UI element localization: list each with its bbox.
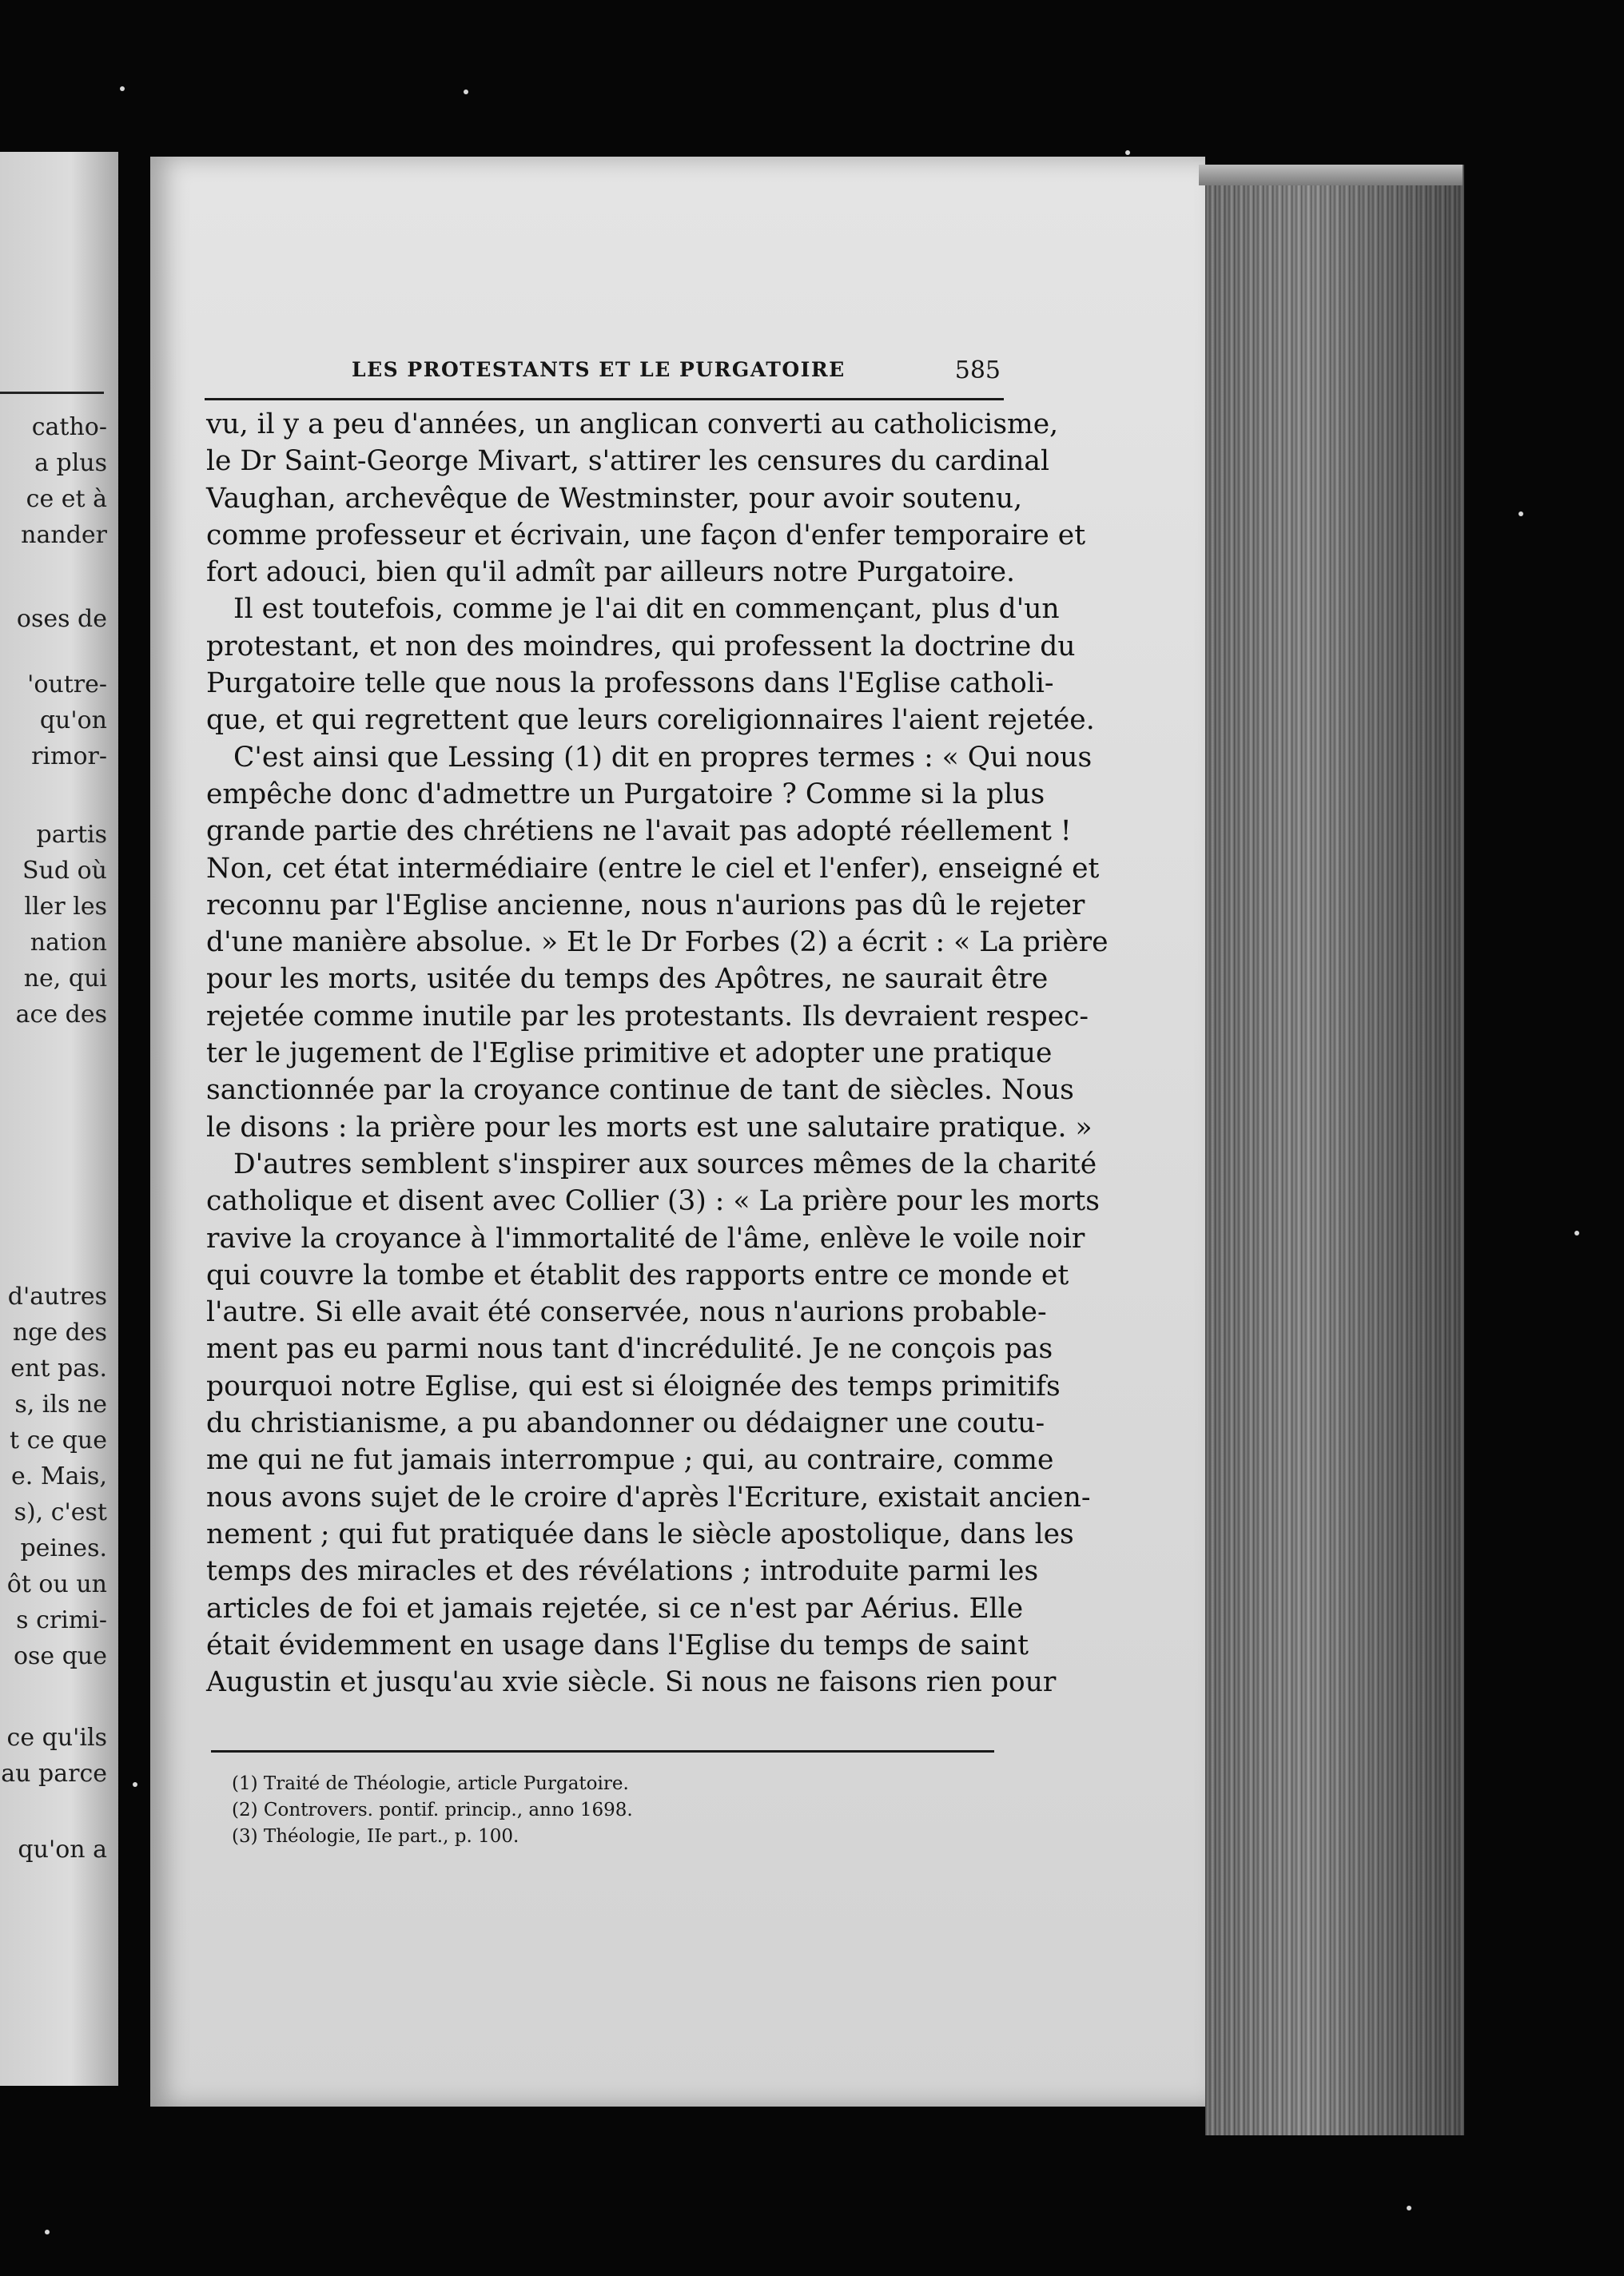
text-line: Augustin et jusqu'au xvie siècle. Si nous ne faisons rien pour bbox=[206, 1666, 1057, 1699]
text-line: grande partie des chrétiens ne l'avait pas adopté réellement ! bbox=[206, 815, 1072, 848]
left-page-text-line: ose que bbox=[13, 1642, 107, 1670]
left-page-text-line: 'outre- bbox=[27, 670, 107, 698]
left-page-text-line: peines. bbox=[20, 1534, 107, 1562]
left-page-text-line: partis bbox=[36, 821, 107, 849]
page-block-shade bbox=[1205, 165, 1464, 2135]
text-line: sanctionnée par la croyance continue de tant de siècles. Nous bbox=[206, 1074, 1074, 1107]
text-line: articles de foi et jamais rejetée, si ce n'est par Aérius. Elle bbox=[206, 1592, 1024, 1625]
text-line: Vaughan, archevêque de Westminster, pour avoir soutenu, bbox=[206, 482, 1023, 515]
left-page-text-line: ce qu'ils bbox=[6, 1724, 107, 1752]
left-page-text-line: qu'on bbox=[39, 706, 107, 734]
text-line: C'est ainsi que Lessing (1) dit en propres termes : « Qui nous bbox=[233, 741, 1093, 774]
text-line: pour les morts, usitée du temps des Apôtres, ne saurait être bbox=[206, 963, 1049, 996]
left-page-text-line: e. Mais, bbox=[11, 1462, 107, 1490]
dust-speck bbox=[45, 2230, 50, 2234]
text-line: du christianisme, a pu abandonner ou dédaigner une coutu- bbox=[206, 1407, 1045, 1440]
left-page-text-line: a plus bbox=[34, 449, 107, 477]
text-line: protestant, et non des moindres, qui professent la doctrine du bbox=[206, 630, 1076, 663]
left-page-text-line: Sud où bbox=[22, 857, 107, 885]
text-line: que, et qui regrettent que leurs coreligionnaires l'aient rejetée. bbox=[206, 704, 1095, 737]
text-line: reconnu par l'Eglise ancienne, nous n'aurions pas dû le rejeter bbox=[206, 889, 1085, 921]
text-line: me qui ne fut jamais interrompue ; qui, au contraire, comme bbox=[206, 1444, 1054, 1477]
footnotes bbox=[232, 1771, 951, 1850]
page-number: 585 bbox=[954, 356, 1001, 384]
text-line: l'autre. Si elle avait été conservée, nous n'aurions probable- bbox=[206, 1296, 1047, 1329]
text-line: empêche donc d'admettre un Purgatoire ? Comme si la plus bbox=[206, 778, 1045, 810]
left-page-text-line: ent pas. bbox=[10, 1355, 107, 1383]
dust-speck bbox=[1125, 150, 1130, 155]
left-page-text-line: ne, qui bbox=[23, 965, 107, 993]
text-line: nement ; qui fut pratiquée dans le siècle apostolique, dans les bbox=[206, 1518, 1074, 1550]
dust-speck bbox=[133, 1782, 137, 1787]
left-page-text-line: t ce que bbox=[10, 1426, 107, 1454]
body-text bbox=[206, 406, 1109, 1701]
dust-speck bbox=[1519, 511, 1523, 516]
text-line: D'autres semblent s'inspirer aux sources mêmes de la charité bbox=[233, 1148, 1097, 1180]
dust-speck bbox=[464, 90, 468, 94]
dust-speck bbox=[1574, 1231, 1579, 1235]
left-page-text-line: s, ils ne bbox=[14, 1391, 107, 1419]
text-line: ment pas eu parmi nous tant d'incrédulité. Je ne conçois pas bbox=[206, 1333, 1053, 1366]
text-line: vu, il y a peu d'années, un anglican converti au catholicisme, bbox=[206, 408, 1059, 440]
text-line: le disons : la prière pour les morts est une salutaire pratique. » bbox=[206, 1111, 1093, 1144]
footnote-rule bbox=[211, 1750, 994, 1753]
left-page-text-line: ace des bbox=[15, 1001, 107, 1029]
left-page-text-line: nander bbox=[21, 521, 107, 549]
text-line: était évidemment en usage dans l'Eglise du temps de saint bbox=[206, 1629, 1029, 1661]
dust-speck bbox=[120, 86, 125, 91]
left-page-text-line: nation bbox=[30, 929, 107, 957]
text-line: qui couvre la tombe et établit des rapports entre ce monde et bbox=[206, 1259, 1069, 1291]
left-page-text-line: ôt ou un bbox=[6, 1570, 107, 1598]
text-line: ravive la croyance à l'immortalité de l'âme, enlève le voile noir bbox=[206, 1222, 1085, 1255]
text-line: Purgatoire telle que nous la professons dans l'Eglise catholi- bbox=[206, 667, 1054, 700]
left-page-text-line: d'autres bbox=[7, 1283, 107, 1311]
footnote: (1) Traité de Théologie, article Purgatoire. bbox=[232, 1773, 629, 1794]
page-header bbox=[352, 356, 1004, 388]
page-block-top-edge bbox=[1199, 165, 1463, 185]
left-page-header-rule bbox=[0, 392, 104, 394]
left-facing-page bbox=[0, 152, 118, 2086]
text-line: pourquoi notre Eglise, qui est si éloignée des temps primitifs bbox=[206, 1370, 1061, 1403]
text-line: temps des miracles et des révélations ; introduite parmi les bbox=[206, 1555, 1039, 1588]
text-line: le Dr Saint-George Mivart, s'attirer les censures du cardinal bbox=[206, 445, 1049, 478]
left-page-text-line: rimor- bbox=[31, 742, 107, 770]
left-page-text-line: au parce bbox=[1, 1760, 107, 1788]
text-line: comme professeur et écrivain, une façon d'enfer temporaire et bbox=[206, 519, 1086, 551]
left-page-text-line: qu'on a bbox=[18, 1836, 107, 1864]
footnote: (3) Théologie, IIe part., p. 100. bbox=[232, 1826, 519, 1847]
left-page-text-line: nge des bbox=[12, 1319, 107, 1347]
left-page-text-line: oses de bbox=[16, 605, 107, 633]
footnote: (2) Controvers. pontif. princip., anno 1698. bbox=[232, 1800, 633, 1820]
running-head: LES PROTESTANTS ET LE PURGATOIRE bbox=[352, 358, 846, 381]
left-page-text-line: s), c'est bbox=[14, 1498, 107, 1526]
text-line: catholique et disent avec Collier (3) : « La prière pour les morts bbox=[206, 1185, 1100, 1218]
left-page-text-line: catho- bbox=[31, 413, 107, 441]
dust-speck bbox=[1407, 2206, 1411, 2210]
text-line: nous avons sujet de le croire d'après l'Ecriture, existait ancien- bbox=[206, 1481, 1091, 1514]
text-line: Non, cet état intermédiaire (entre le ciel et l'enfer), enseigné et bbox=[206, 852, 1100, 885]
text-line: Il est toutefois, comme je l'ai dit en commençant, plus d'un bbox=[233, 593, 1060, 626]
left-page-text-line: ller les bbox=[24, 893, 107, 921]
left-page-text-line: ce et à bbox=[26, 485, 107, 513]
header-rule bbox=[205, 398, 1004, 400]
left-page-text-line: s crimi- bbox=[16, 1606, 107, 1634]
text-line: ter le jugement de l'Eglise primitive et adopter une pratique bbox=[206, 1037, 1053, 1070]
text-line: d'une manière absolue. » Et le Dr Forbes (2) a écrit : « La prière bbox=[206, 926, 1109, 959]
text-line: fort adouci, bien qu'il admît par ailleurs notre Purgatoire. bbox=[206, 556, 1016, 589]
text-line: rejetée comme inutile par les protestants. Ils devraient respec- bbox=[206, 1000, 1089, 1033]
